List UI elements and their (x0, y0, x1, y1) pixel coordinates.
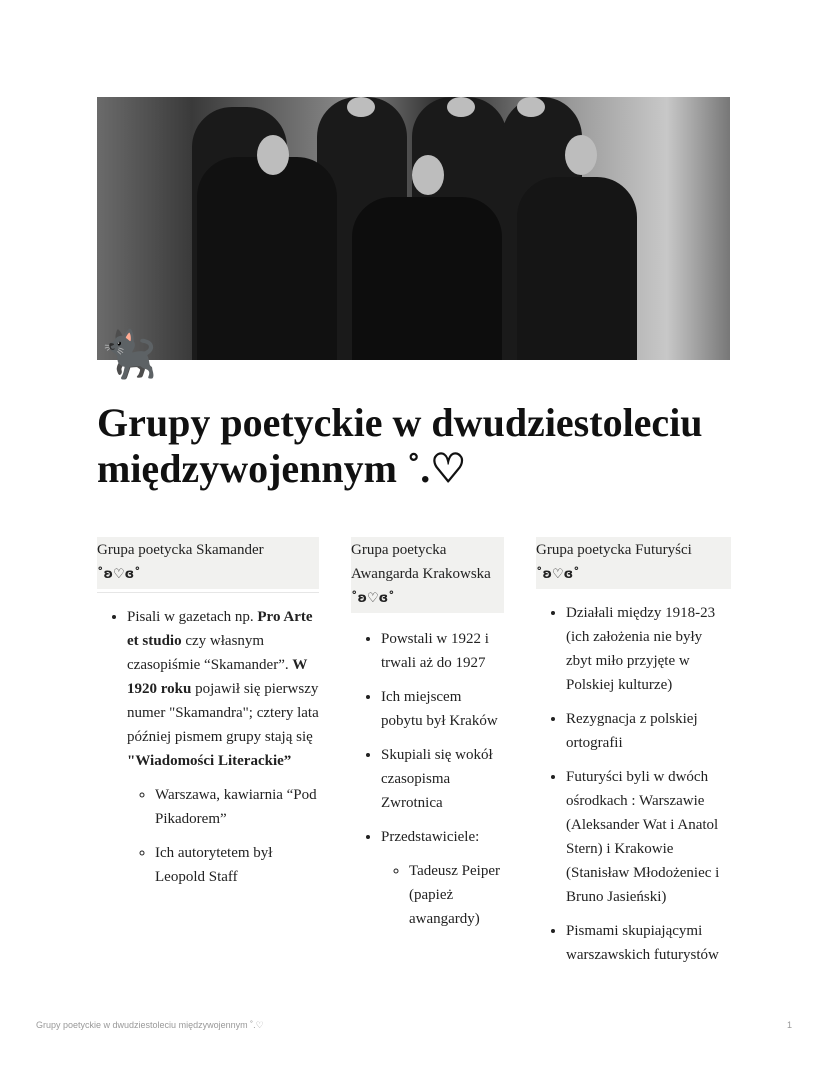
sub-list-item: ◦ Ich autorytetem był Leopold Staff (155, 841, 319, 889)
list-item: • Ich miejscem pobytu był Kraków (381, 685, 504, 733)
divider (97, 592, 319, 593)
list-item: • Futuryści byli w dwóch ośrodkach : Warszawie (Aleksander Wat i Anatol Stern) i Krakowie (Stanisław Młodożeniec i Bruno Jasieński) (566, 765, 731, 909)
header-text: Grupa poetycka Futuryści (536, 542, 692, 558)
page-title: Grupy poetyckie w dwudziestoleciu międzywojennym ˚.♡ (97, 400, 703, 491)
list-item: • Powstali w 1922 i trwali aż do 1927 (381, 627, 504, 675)
list-item: • Pismami skupiającymi warszawskich futurystów (566, 919, 731, 967)
sub-list-item: ◦ Warszawa, kawiarnia “Pod Pikadorem” (155, 783, 319, 831)
column-header (536, 537, 731, 589)
page-number: 1 (786, 1020, 792, 1030)
sub-list-item: ◦ Tadeusz Peiper (papież awangardy) (409, 859, 504, 931)
cover-photo (97, 97, 730, 360)
decoration: ˚ʚ♡ɞ˚ (97, 567, 141, 582)
header-text: Grupa poetycka Skamander (97, 542, 264, 558)
list-item: • Działali między 1918-23 (ich założenia nie były zbyt miło przyjęte w Polskiej kulturze) (566, 601, 731, 697)
list-item: • Skupiali się wokół czasopisma Zwrotnica (381, 743, 504, 815)
header-text: Grupa poetycka Awangarda Krakowska (351, 542, 491, 582)
decoration: ˚ʚ♡ɞ˚ (351, 591, 395, 606)
column-skamander (97, 537, 319, 899)
column-header (97, 537, 319, 589)
column-futurysci (536, 537, 731, 977)
list-item: • Rezygnacja z polskiej ortografii (566, 707, 731, 755)
list-item: • Pisali w gazetach np. Pro Arte et studio czy własnym czasopiśmie “Skamander”. W 1920 roku pojawił się pierwszy numer "Skamandra"; cztery lata później pismem grupy stają się "Wiadomości Literackie” ◦ Warszawa, kawiarnia “Pod Pikadorem” ◦ Ich autorytetem był Leopold Staff (127, 605, 319, 889)
decoration: ˚ʚ♡ɞ˚ (536, 567, 580, 582)
footer-title: Grupy poetyckie w dwudziestoleciu międzywojennym ˚.♡ (36, 1020, 264, 1030)
page-icon: 🐈‍⬛ (100, 329, 158, 380)
column-header (351, 537, 504, 613)
column-awangarda (351, 537, 504, 941)
list-item: • Przedstawiciele: ◦ Tadeusz Peiper (papież awangardy) (381, 825, 504, 931)
